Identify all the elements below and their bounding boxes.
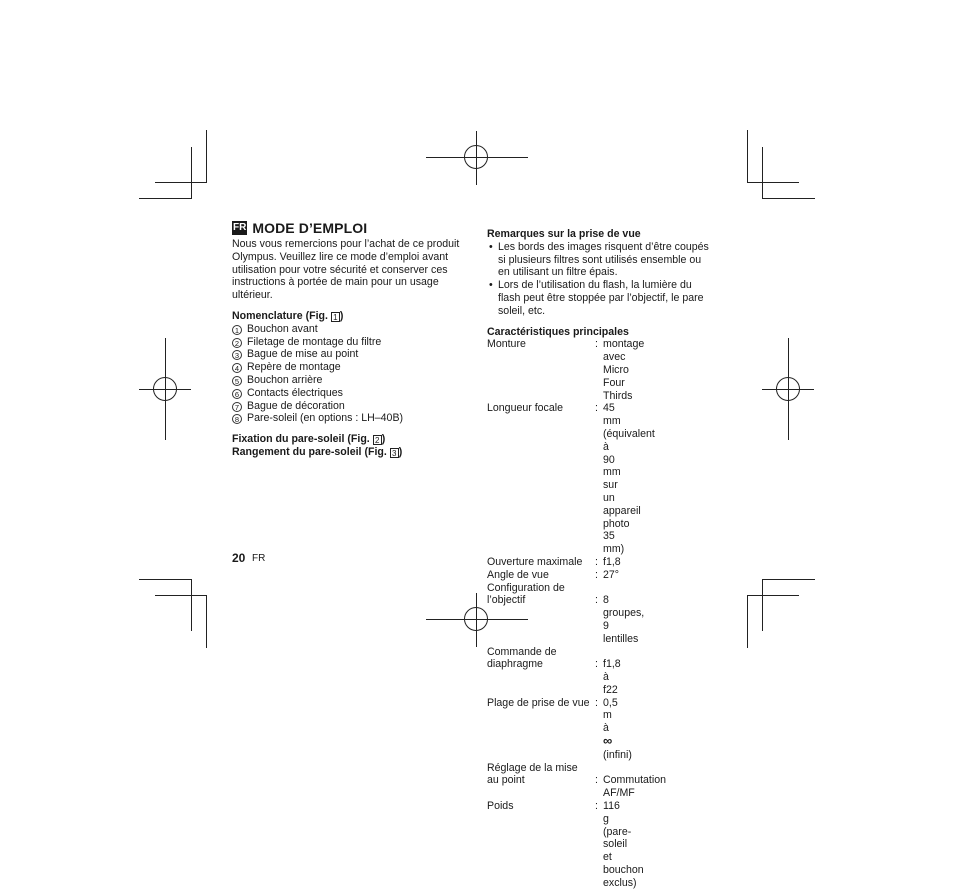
spec-separator (595, 646, 603, 659)
circled-number: 7 (232, 402, 242, 412)
crop-line (191, 147, 192, 199)
spec-label: diaphragme (487, 658, 543, 671)
page-number: 20 (232, 551, 246, 565)
spec-separator: : (595, 594, 598, 607)
registration-circle (464, 145, 488, 169)
spec-label: Commande de (487, 645, 557, 658)
spec-value: f1,8 (603, 555, 621, 568)
spec-separator (595, 582, 603, 595)
spec-separator: : (595, 338, 598, 351)
list-item (232, 400, 477, 413)
intro-line: instructions à portée de main pour un usage (232, 276, 439, 289)
intro-line: Olympus. Veuillez lire ce mode d’emploi avant (232, 250, 449, 263)
remark-line: Lors de l’utilisation du flash, la lumière du (498, 279, 692, 292)
part-label: Filetage de montage du filtre (247, 335, 382, 348)
spec-value (603, 762, 604, 775)
part-label: Contacts électriques (247, 386, 343, 399)
spec-label: Ouverture maximale (487, 555, 583, 568)
spec-separator: : (595, 555, 598, 568)
list-item (487, 241, 732, 279)
spec-label: Angle de vue (487, 568, 549, 581)
circled-number: 4 (232, 363, 242, 373)
spec-value: 116 g (pare-soleil et (603, 800, 632, 864)
bullet-icon: • (489, 279, 493, 292)
circled-number: 5 (232, 376, 242, 386)
remark-line: en utilisant un filtre épais. (498, 266, 618, 279)
spec-separator: : (595, 402, 598, 415)
crop-line (206, 595, 207, 648)
spec-separator: : (595, 774, 598, 787)
spec-label (487, 454, 595, 518)
spec-label: Configuration de (487, 581, 565, 594)
spec-value: Four Thirds (603, 376, 633, 402)
part-label: Bague de décoration (247, 399, 345, 412)
spec-label: Longueur focale (487, 402, 563, 415)
crop-line (747, 130, 748, 183)
crop-line (762, 198, 815, 199)
fixation-title (232, 433, 477, 446)
infinity-icon: ∞ (603, 733, 612, 749)
list-item (232, 323, 477, 336)
spec-label (487, 377, 595, 403)
paren: ) (339, 309, 344, 322)
figure-number-box: 2 (373, 435, 382, 445)
registration-circle (153, 377, 177, 401)
crop-line (139, 198, 192, 199)
spec-value: 45 mm (équivalent à (603, 402, 655, 453)
spec-separator: : (595, 800, 598, 813)
list-item (232, 348, 477, 361)
crop-line (155, 595, 207, 596)
spec-label: au point (487, 774, 525, 787)
section-heading (232, 221, 477, 235)
spec-label: Plage de prise de vue (487, 696, 590, 709)
crop-line (206, 130, 207, 183)
list-item (232, 336, 477, 349)
spec-separator: : (595, 696, 598, 709)
list-item (487, 279, 732, 317)
spec-separator: : (595, 658, 598, 671)
crop-line (155, 182, 207, 183)
crop-line (762, 147, 763, 199)
spec-label (487, 864, 595, 890)
remark-line: Les bords des images risquent d’être coupés (498, 240, 709, 253)
nomenclature-title (232, 310, 477, 323)
list-item (232, 361, 477, 374)
page-title: MODE D’EMPLOI (252, 219, 368, 236)
parts-list (232, 323, 477, 425)
crop-line (747, 595, 799, 596)
spec-value: 27° (603, 568, 620, 581)
circled-number: 3 (232, 350, 242, 360)
right-column (487, 228, 732, 890)
circled-number: 2 (232, 338, 242, 348)
spec-value (603, 582, 604, 595)
spec-value: f1,8 à f22 (603, 658, 621, 696)
spec-separator (595, 762, 603, 775)
registration-circle (464, 607, 488, 631)
spec-value: montage avec Micro (603, 338, 645, 376)
intro-paragraph (232, 238, 477, 302)
rangement-title (232, 446, 477, 459)
paren: ) (381, 433, 386, 446)
specs-table (487, 338, 732, 889)
spec-separator: : (595, 568, 598, 581)
spec-label: l’objectif (487, 594, 526, 607)
intro-line: ultérieur. (232, 289, 273, 302)
specs-title: Caractéristiques principales (487, 325, 629, 338)
spec-label (487, 518, 595, 556)
spec-label: Réglage de la mise (487, 761, 578, 774)
spec-label: Monture (487, 338, 526, 351)
language-badge: FR (233, 222, 247, 233)
figure-number-box: 1 (331, 312, 340, 322)
paren: ) (398, 445, 403, 458)
registration-circle (776, 377, 800, 401)
crop-line (762, 579, 815, 580)
intro-line: Nous vous remercions pour l’achat de ce produit (232, 238, 460, 250)
spec-value: bouchon exclus) (603, 864, 644, 889)
spec-value: 90 mm sur un appareil (603, 453, 641, 517)
remarks-list (487, 241, 732, 318)
remark-line: si plusieurs filtres sont utilisés ensemble ou (498, 253, 702, 266)
fixation-title-text: Fixation du pare-soleil (Fig. (232, 433, 370, 446)
part-label: Bouchon arrière (247, 373, 323, 386)
remark-line: flash peut être stoppée par l’objectif, le pare (498, 291, 704, 304)
circled-number: 1 (232, 325, 242, 335)
figure-number-box: 3 (390, 448, 399, 458)
crop-line (747, 595, 748, 648)
part-label: Repère de montage (247, 361, 341, 374)
circled-number: 8 (232, 414, 242, 424)
page-language: FR (252, 553, 266, 564)
crop-line (139, 579, 192, 580)
part-label: Bague de mise au point (247, 348, 359, 361)
left-column (232, 221, 477, 459)
spec-value: photo 35 mm) (603, 517, 630, 556)
intro-line: utilisation pour votre sécurité et conserver ces (232, 263, 448, 276)
remark-line: soleil, etc. (498, 304, 546, 317)
list-item (232, 412, 477, 425)
part-label: Bouchon avant (247, 322, 318, 335)
crop-line (191, 579, 192, 631)
part-label: Pare-soleil (en options : LH–40B) (247, 412, 404, 425)
nomenclature-title-text: Nomenclature (Fig. (232, 309, 328, 322)
bullet-icon: • (489, 240, 493, 253)
spec-value: 0,5 m à ∞ (infini) (603, 696, 632, 761)
crop-line (747, 182, 799, 183)
spec-value (603, 646, 604, 659)
crop-line (762, 579, 763, 631)
spec-label: Poids (487, 800, 514, 813)
circled-number: 6 (232, 389, 242, 399)
spec-value: Commutation AF/MF (603, 774, 666, 800)
rangement-title-text: Rangement du pare-soleil (Fig. (232, 445, 387, 458)
list-item (232, 387, 477, 400)
spec-value: 8 groupes, 9 lentilles (603, 594, 645, 645)
remarks-title: Remarques sur la prise de vue (487, 228, 641, 240)
list-item (232, 374, 477, 387)
